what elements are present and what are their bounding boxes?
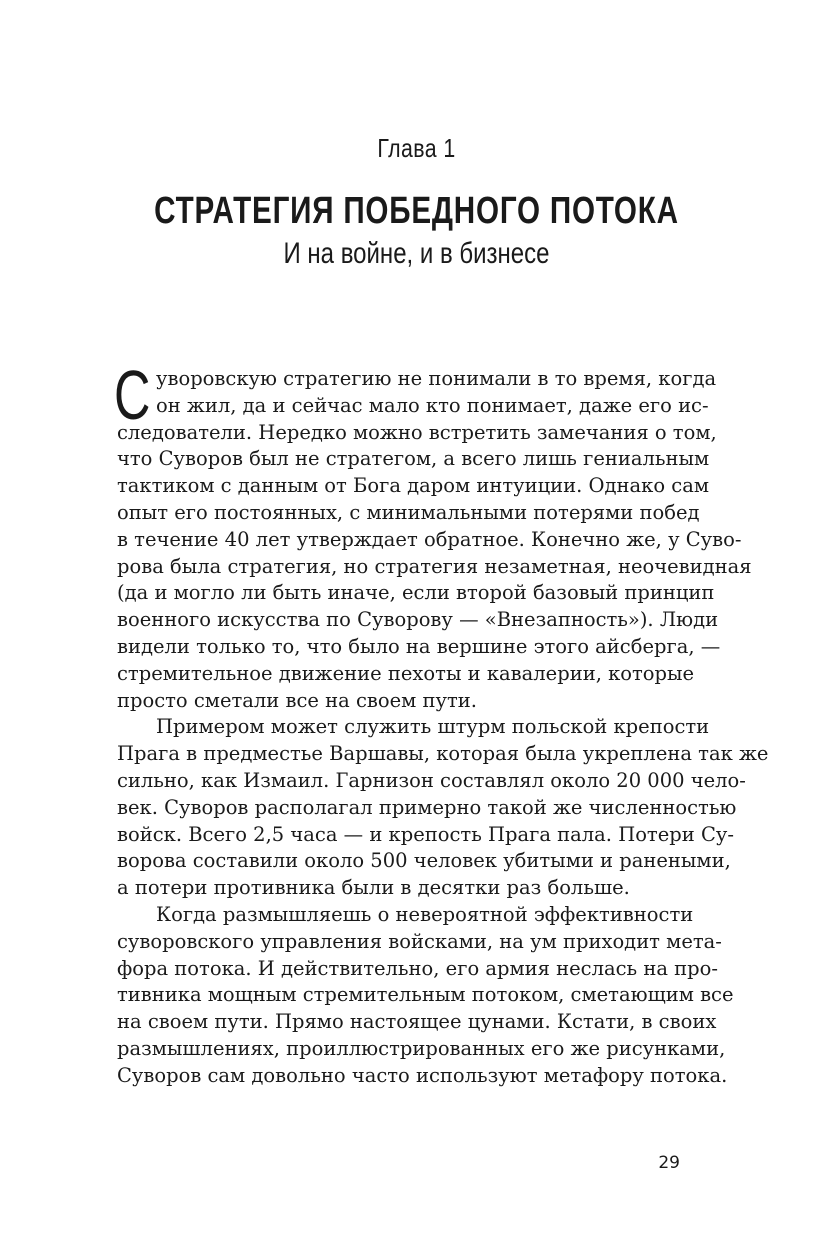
text-line: Суворов сам довольно часто используют метафору потока. — [117, 1063, 728, 1087]
text-line: Примером может служить штурм польской крепости — [156, 715, 710, 739]
text-line: просто сметали все на своем пути. — [117, 688, 477, 712]
text-line: на своем пути. Прямо настоящее цунами. Кстати, в своих — [117, 1010, 717, 1034]
text-line: уворовскую стратегию не понимали в то время, когда — [156, 367, 717, 390]
text-line: (да и могло ли быть иначе, если второй базовый принцип — [117, 581, 715, 605]
text-line: войск. Всего 2,5 часа — и крепость Прага пала. Потери Су- — [117, 822, 734, 846]
text-line: стремительное движение пехоты и кавалерии, которые — [117, 661, 695, 685]
drop-cap: С — [114, 356, 151, 434]
text-line: размышлениях, проиллюстрированных его же рисунками, — [117, 1036, 726, 1060]
text-line: видели только то, что было на вершине этого айсберга, — — [117, 634, 721, 658]
body-text — [114, 356, 769, 1090]
paragraph-1 — [117, 366, 752, 714]
text-line: ворова составили около 500 человек убитыми и ранеными, — [117, 849, 731, 873]
text-line: а потери противника были в десятки раз больше. — [117, 876, 630, 900]
text-line: рова была стратегия, но стратегия незаметная, неочевидная — [117, 554, 752, 578]
chapter-title: СТРАТЕГИЯ ПОБЕДНОГО ПОТОКА — [154, 190, 679, 232]
text-line: суворовского управления войсками, на ум приходит мета- — [117, 929, 722, 953]
text-line: опыт его постоянных, с минимальными потерями побед — [117, 500, 700, 524]
text-line: сильно, как Измаил. Гарнизон составлял около 20 000 чело- — [117, 768, 746, 792]
paragraph-3 — [117, 902, 734, 1090]
text-line: в течение 40 лет утверждает обратное. Конечно же, у Суво- — [117, 527, 742, 551]
chapter-label: Глава 1 — [377, 133, 456, 163]
paragraph-2 — [117, 714, 769, 902]
text-line: военного искусства по Суворову — «Внезапность»). Люди — [117, 608, 719, 632]
chapter-subtitle: И на войне, и в бизнесе — [283, 237, 550, 270]
text-line: тактиком с данным от Бога даром интуиции. Однако сам — [117, 474, 710, 498]
text-line: Прага в предместье Варшавы, которая была укреплена так же — [117, 742, 769, 766]
text-line: следователи. Нередко можно встретить замечания о том, — [117, 420, 717, 444]
text-line: фора потока. И действительно, его армия неслась на про- — [117, 956, 718, 980]
text-line: Когда размышляешь о невероятной эффективности — [156, 902, 694, 926]
text-line: что Суворов был не стратегом, а всего лишь гениальным — [117, 447, 710, 471]
text-line: он жил, да и сейчас мало кто понимает, даже его ис- — [156, 393, 709, 417]
text-line: век. Суворов располагал примерно такой же численностью — [117, 795, 737, 819]
text-line: тивника мощным стремительным потоком, сметающим все — [117, 983, 734, 1007]
page-number: 29 — [658, 1153, 680, 1173]
